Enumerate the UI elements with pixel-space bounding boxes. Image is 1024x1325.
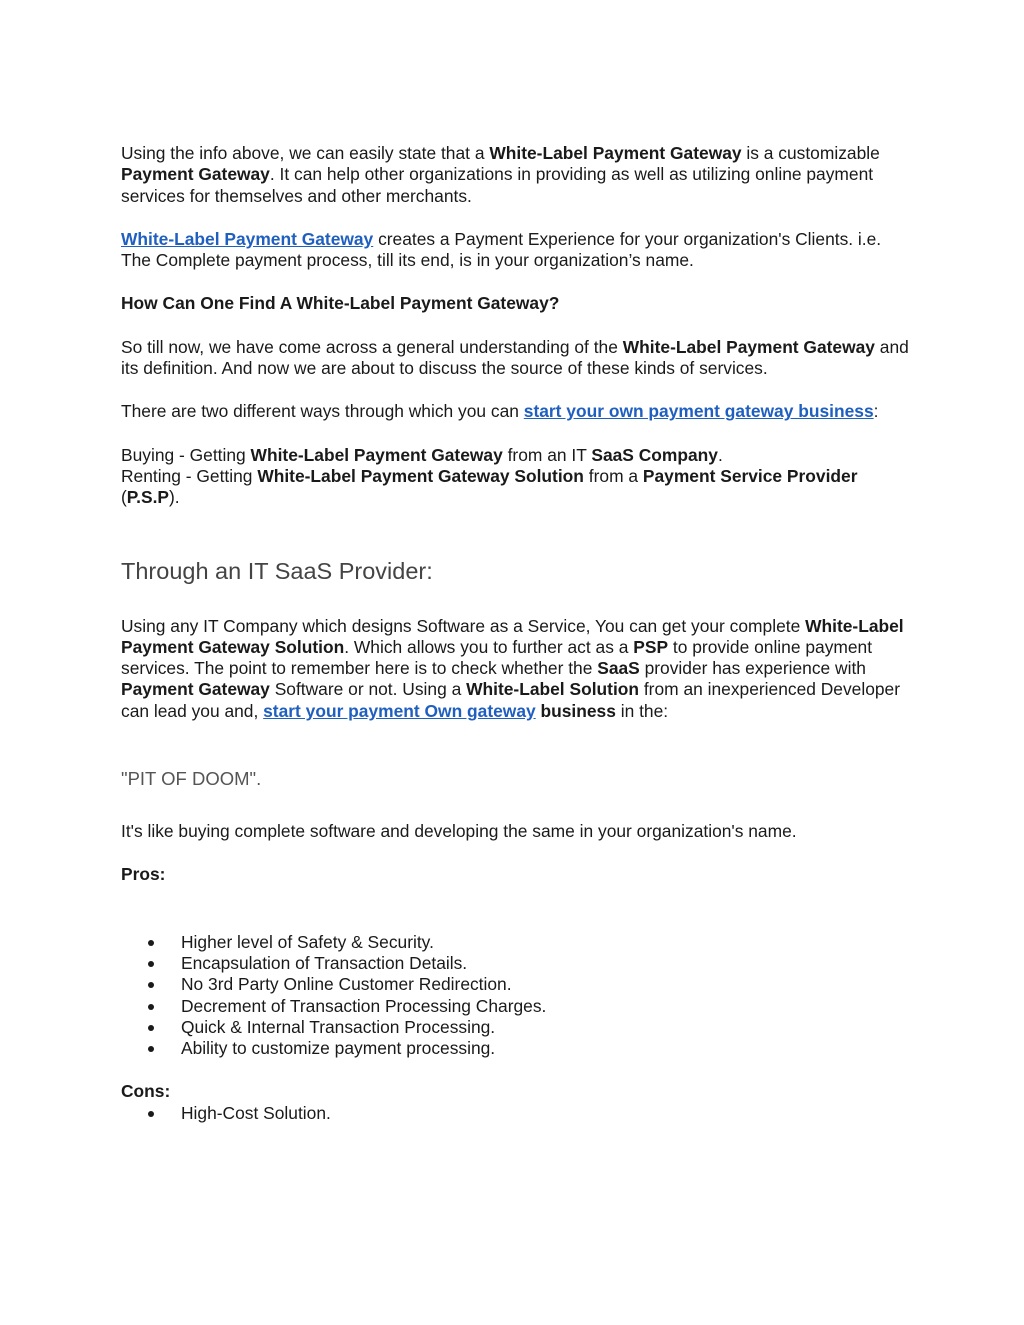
intro-text-2: is a customizable [741, 143, 880, 163]
two-ways-paragraph [121, 401, 911, 422]
pros-item-text: Encapsulation of Transaction Details. [181, 952, 468, 973]
list-item [121, 1017, 911, 1038]
bullet-icon [148, 961, 154, 967]
understanding-text-2: and its definition. And now we are about to discuss the source of these kinds of services. [121, 336, 909, 379]
saas-bold-5: White-Label Solution [466, 679, 640, 700]
pros-item-text: Quick & Internal Transaction Processing. [181, 1016, 496, 1037]
buying-text-1: Buying - Getting [121, 444, 251, 465]
buying-text-2: from an IT [502, 444, 592, 465]
pros-label-text: Pros: [121, 864, 166, 885]
renting-bold-2: Payment Service Provider [642, 465, 858, 486]
find-heading [121, 293, 911, 314]
renting-bold-3: P.S.P [126, 487, 170, 508]
list-item [121, 953, 911, 974]
bullet-icon [148, 982, 154, 988]
saas-bold-2: PSP [633, 636, 669, 657]
intro-text-1: Using the info above, we can easily state that a [121, 143, 490, 163]
intro-bold-2: Payment Gateway [121, 164, 270, 185]
buying-software-paragraph: It's like buying complete software and developing the same in your organization's name. [121, 821, 797, 842]
saas-bold-1: White-Label Payment Gateway Solution [121, 615, 904, 657]
start-own-gateway-link[interactable]: start your own payment gateway business [523, 401, 874, 422]
list-item [121, 1103, 911, 1124]
pros-list [121, 932, 911, 1060]
saas-text-3: to provide online payment services. The point to remember here is to check whether the [121, 636, 873, 679]
pros-item-text: Decrement of Transaction Processing Charges. [181, 995, 547, 1016]
renting-text-4: ). [169, 487, 180, 508]
list-item [121, 1038, 911, 1059]
definition-paragraph [121, 229, 911, 272]
saas-text-1: Using any IT Company which designs Software as a Service, You can get your complete [121, 615, 806, 636]
saas-bold-4: Payment Gateway [121, 679, 270, 700]
find-heading-text: How Can One Find A White-Label Payment Gateway? [121, 293, 560, 314]
saas-text-8: in the: [615, 700, 669, 721]
saas-paragraph [121, 616, 911, 722]
intro-bold-1: White-Label Payment Gateway [489, 143, 742, 163]
saas-text-4: provider has experience with [639, 658, 866, 679]
saas-text-2: . Which allows you to further act as a [344, 636, 634, 657]
section-title: Through an IT SaaS Provider: [121, 557, 433, 584]
bullet-icon [148, 1111, 154, 1117]
buying-text-3: . [717, 444, 723, 465]
renting-line [121, 466, 911, 509]
intro-paragraph [121, 143, 911, 207]
cons-label [121, 1081, 911, 1102]
definition-text: creates a Payment Experience for your organization's Clients. i.e. The Complete payment process, till its end, is in your organization’s name. [121, 228, 882, 271]
cons-label-text: Cons: [121, 1081, 171, 1102]
document-page [121, 143, 911, 1124]
list-item [121, 996, 911, 1017]
saas-text-5: Software or not. Using a [269, 679, 467, 700]
renting-text-1: Renting - Getting [121, 465, 258, 486]
bullet-icon [148, 940, 154, 946]
pros-item-text: Higher level of Safety & Security. [181, 931, 434, 952]
saas-text-6: from an inexperienced Developer can lead you and, [121, 679, 901, 721]
bullet-icon [148, 1046, 154, 1052]
renting-text-2: from a [583, 465, 643, 486]
two-ways-text-2: : [873, 401, 879, 422]
list-item [121, 932, 911, 953]
start-payment-gateway-link[interactable]: start your payment Own gateway [263, 700, 536, 721]
cons-item-text: High-Cost Solution. [181, 1102, 331, 1123]
saas-bold-6: business [540, 700, 616, 721]
saas-bold-3: SaaS [597, 658, 640, 679]
buying-bold-1: White-Label Payment Gateway [250, 444, 503, 465]
understanding-paragraph [121, 337, 911, 380]
cons-list [121, 1103, 911, 1124]
understanding-bold-1: White-Label Payment Gateway [622, 336, 875, 357]
buying-bold-2: SaaS Company [591, 444, 718, 465]
pros-label [121, 864, 911, 885]
white-label-gateway-link[interactable]: White-Label Payment Gateway [121, 228, 374, 249]
pros-item-text: No 3rd Party Online Customer Redirection. [181, 974, 512, 995]
renting-text-3: ( [121, 487, 127, 508]
two-ways-text-1: There are two different ways through which you can [121, 401, 524, 422]
buying-line [121, 445, 911, 466]
list-item [121, 974, 911, 995]
pros-item-text: Ability to customize payment processing. [181, 1038, 496, 1059]
bullet-icon [148, 1004, 154, 1010]
bullet-icon [148, 1025, 154, 1031]
understanding-text-1: So till now, we have come across a general understanding of the [121, 336, 623, 357]
intro-text-3: . It can help other organizations in providing as well as utilizing online payment services for themselves and other merchants. [121, 164, 874, 206]
pit-of-doom-title: "PIT OF DOOM". [121, 768, 262, 790]
renting-bold-1: White-Label Payment Gateway Solution [257, 465, 584, 486]
